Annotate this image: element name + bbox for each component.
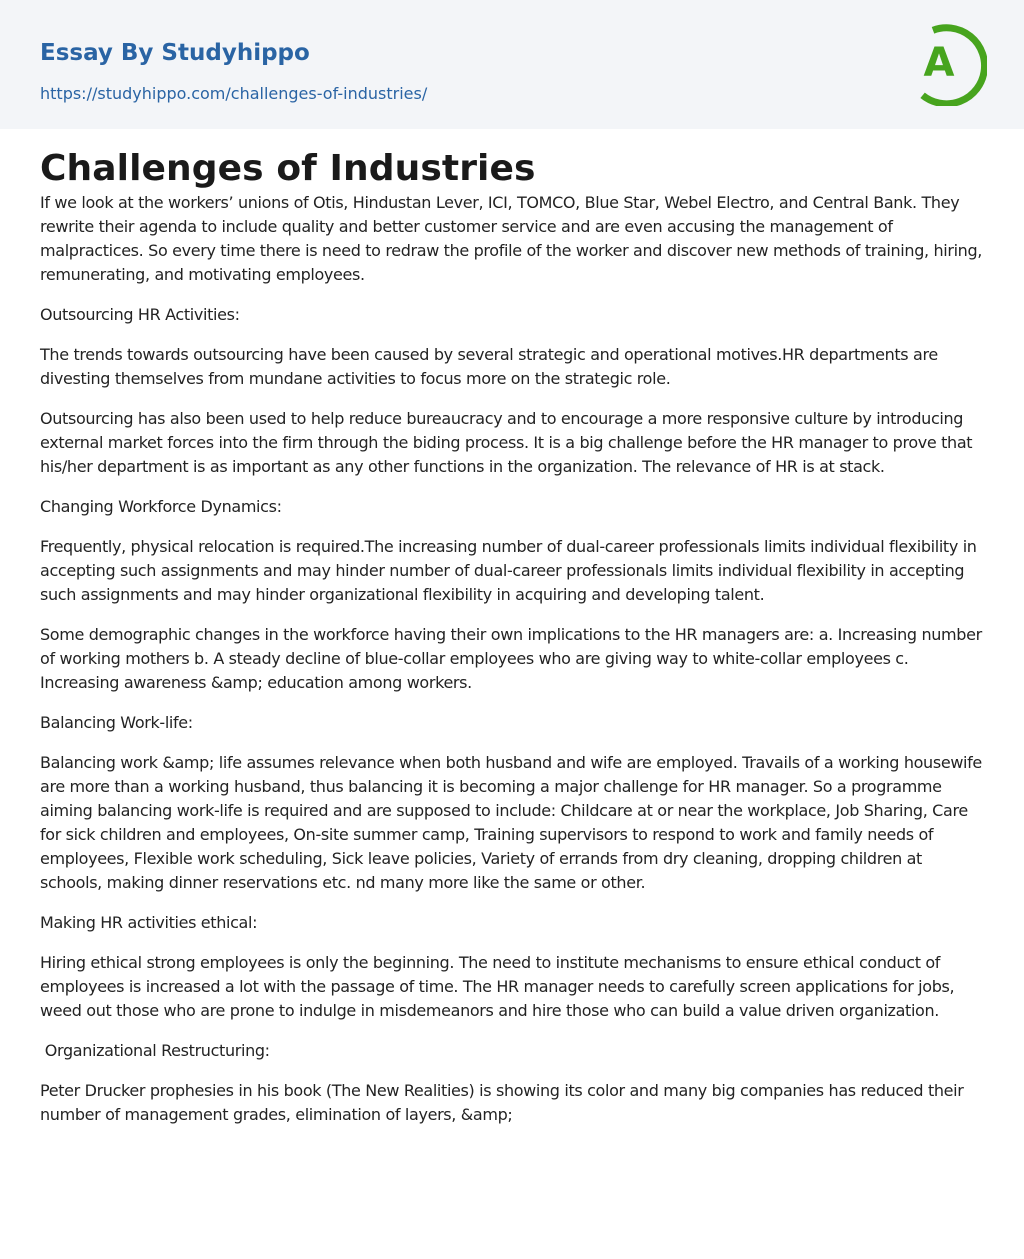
paragraph-outsourcing-trends: The trends towards outsourcing have been caused by several strategic and operational motives.HR departments are divesting themselves from mundane activities to focus more on the strategic role. — [40, 345, 943, 388]
paragraph-hr-ethical: Hiring ethical strong employees is only the beginning. The need to institute mechanisms to ensure ethical conduct of employees is increased a lot with the passage of time. The HR manager needs to carefully screen applications for jobs, weed out those who are prone to indulge in misdemeanors and hire those who can build a value driven organization. — [40, 953, 959, 1020]
brand-title[interactable]: Essay By Studyhippo — [40, 40, 310, 66]
page-url-link[interactable]: https://studyhippo.com/challenges-of-industries/ — [40, 84, 428, 103]
paragraph-restructuring: Peter Drucker prophesies in his book (The New Realities) is showing its color and many big companies has reduced their number of management grades, elimination of layers, &amp; — [40, 1081, 969, 1124]
heading-work-life: Balancing Work-life: — [40, 713, 193, 732]
heading-outsourcing-hr: Outsourcing HR Activities: — [40, 305, 240, 324]
heading-workforce-dynamics: Changing Workforce Dynamics: — [40, 497, 282, 516]
paragraph-work-life: Balancing work &amp; life assumes relevance when both husband and wife are employed. Travails of a working housewife are more than a working husband, thus balancing it is becoming a major challenge for HR manager. So a programme aiming balancing work-life is required and are supposed to include: Childcare at or near the workplace, Job Sharing, Care for sick children and employees, On-site summer camp, Training supervisors to respond to work and family needs of employees, Flexible work scheduling, Sick leave policies, Variety of errands from dry cleaning, dropping children at schools, making dinner reservations etc. nd many more like the same or other. — [40, 753, 987, 892]
logo-letter: A — [923, 40, 955, 86]
paragraph-outsourcing-bureaucracy: Outsourcing has also been used to help reduce bureaucracy and to encourage a more responsive culture by introducing external market forces into the firm through the biding process. It is a big challenge before the HR manager to prove that his/her department is as important as any other functions in the organization. The relevance of HR is at stack. — [40, 409, 977, 476]
heading-hr-ethical: Making HR activities ethical: — [40, 913, 258, 932]
paragraph-intro: If we look at the workers’ unions of Otis, Hindustan Lever, ICI, TOMCO, Blue Star, Webel Electro, and Central Bank. They rewrite their agenda to include quality and better customer service and are even accusing the management of malpractices. So every time there is need to redraw the profile of the worker and discover new methods of training, hiring, remunerating, and motivating employees. — [40, 193, 987, 284]
heading-restructuring: Organizational Restructuring: — [40, 1041, 270, 1060]
paragraph-demographic-changes: Some demographic changes in the workforce having their own implications to the HR managers are: a. Increasing number of working mothers b. A steady decline of blue-collar employees who are giving way to white-collar employees c. Increasing awareness &amp; education among workers. — [40, 625, 987, 692]
article — [0, 129, 1024, 1127]
site-header — [0, 0, 1024, 129]
paragraph-relocation: Frequently, physical relocation is required.The increasing number of dual-career professionals limits individual flexibility in accepting such assignments and may hinder number of dual-career professionals limits individual flexibility in accepting such assignments and may hinder organizational flexibility in acquiring and developing talent. — [40, 537, 982, 604]
page-title: Challenges of Industries — [40, 148, 536, 189]
studyhippo-logo-icon[interactable] — [911, 18, 987, 106]
